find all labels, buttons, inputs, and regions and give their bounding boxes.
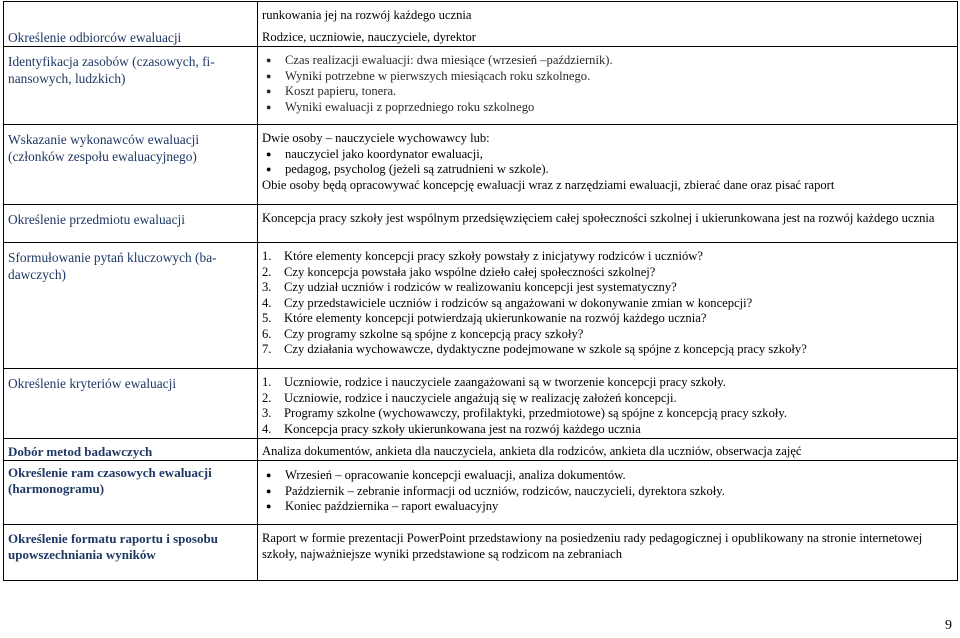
list-item <box>262 265 953 281</box>
item-text: Uczniowie, rodzice i nauczyciele zaangażowani są w tworzenie koncepcji pracy szkoły. <box>284 375 726 389</box>
table-row <box>4 243 958 369</box>
table-row <box>4 125 958 205</box>
bullet-list <box>262 53 953 115</box>
list-item <box>262 422 953 438</box>
numbered-list <box>262 375 953 437</box>
item-text: Koncepcja pracy szkoły ukierunkowana jest na rozwój każdego ucznia <box>284 421 641 436</box>
table-row <box>4 47 958 125</box>
bullet-list <box>262 147 953 178</box>
label-text: Określenie formatu raportu i sposobu upowszechniania wyników <box>8 531 218 562</box>
list-item: ● Czas realizacji ewaluacji: dwa miesiące (wrzesień –październik). <box>262 53 953 69</box>
item-number: 7. <box>262 342 272 356</box>
row-content <box>258 125 958 205</box>
item-number: 3. <box>262 406 272 420</box>
label-text: Określenie przedmiotu ewaluacji <box>8 212 185 227</box>
evaluation-plan-table <box>3 1 958 581</box>
list-item <box>262 280 953 296</box>
list-item: ● pedagog, psycholog (jeżeli są zatrudnieni w szkole). <box>262 162 953 178</box>
item-number: 3. <box>262 280 272 294</box>
numbered-list <box>262 249 953 358</box>
list-item <box>262 406 953 422</box>
list-item <box>262 311 953 327</box>
list-item <box>262 249 953 265</box>
item-text: Czy udział uczniów i rodziców w realizowaniu koncepcji jest systematyczny? <box>284 280 677 294</box>
item-number: 1. <box>262 375 272 389</box>
bullet-list <box>262 468 953 515</box>
list-item: ● nauczyciel jako koordynator ewaluacji, <box>262 147 953 163</box>
row-label <box>4 525 258 581</box>
table-row <box>4 461 958 525</box>
row-label <box>4 47 258 125</box>
row-label <box>4 205 258 243</box>
row-content <box>258 2 958 47</box>
table-row <box>4 439 958 461</box>
label-text: Określenie kryteriów ewaluacji <box>8 376 177 391</box>
list-item: ● Wyniki ewaluacji z poprzedniego roku szkolnego <box>262 100 953 116</box>
row-content <box>258 439 958 461</box>
item-number: 1. <box>262 249 272 263</box>
table-row <box>4 525 958 581</box>
item-number: 4. <box>262 295 272 310</box>
item-number: 2. <box>262 264 272 279</box>
row-content <box>258 205 958 243</box>
item-number: 5. <box>262 311 272 325</box>
item-text: Które elementy koncepcji pracy szkoły powstały z inicjatywy rodziców i uczniów? <box>284 249 703 263</box>
content-line: Analiza dokumentów, ankieta dla nauczyciela, ankieta dla rodziców, ankieta dla uczniów, obserwacja zajęć <box>262 444 802 458</box>
item-number: 2. <box>262 390 272 405</box>
row-content <box>258 243 958 369</box>
list-item: ● Koniec października – raport ewaluacyjny <box>262 499 953 515</box>
label-text: Określenie ram czasowych ewaluacji (harmonogramu) <box>8 465 212 496</box>
label-text: Identyfikacja zasobów (czasowych, fi-nansowych, ludzkich) <box>8 54 215 86</box>
page-number: 9 <box>945 618 952 633</box>
list-item: ● Październik – zebranie informacji od uczniów, rodziców, nauczycieli, dyrektora szkoły. <box>262 484 953 500</box>
list-item <box>262 342 953 358</box>
list-item: ● Wrzesień – opracowanie koncepcji ewaluacji, analiza dokumentów. <box>262 468 953 484</box>
label-text: Sformułowanie pytań kluczowych (ba-dawczych) <box>8 250 217 282</box>
row-label <box>4 243 258 369</box>
row-content <box>258 461 958 525</box>
content-line: Obie osoby będą opracowywać koncepcję ewaluacji wraz z narzędziami ewaluacji, zbierać dane oraz pisać raport <box>262 177 835 192</box>
row-content <box>258 369 958 439</box>
row-label <box>4 2 258 47</box>
list-item <box>262 391 953 407</box>
list-item <box>262 327 953 343</box>
list-item: ● Koszt papieru, tonera. <box>262 84 953 100</box>
row-content <box>258 525 958 581</box>
row-content <box>258 47 958 125</box>
item-text: Programy szkolne (wychowawczy, profilaktyki, przedmiotowe) są spójne z koncepcją pracy szkoły. <box>284 406 787 420</box>
item-text: Czy działania wychowawcze, dydaktyczne podejmowane w szkole są spójne z koncepcją pracy szkoły? <box>284 342 807 356</box>
content-line: Rodzice, uczniowie, nauczyciele, dyrektor <box>262 29 476 44</box>
content-line: runkowania jej na rozwój każdego ucznia <box>262 8 472 22</box>
item-text: Uczniowie, rodzice i nauczyciele angażują się w realizację założeń koncepcji. <box>284 390 677 405</box>
label-text: Określenie odbiorców ewaluacji <box>8 30 182 45</box>
label-text: Wskazanie wykonawców ewaluacji (członków zespołu ewaluacyjnego) <box>8 132 200 164</box>
item-text: Czy programy szkolne są spójne z koncepcją pracy szkoły? <box>284 326 584 341</box>
list-item: ● Wyniki potrzebne w pierwszych miesiącach roku szkolnego. <box>262 69 953 85</box>
table-row <box>4 2 958 47</box>
table-row <box>4 369 958 439</box>
list-item <box>262 375 953 391</box>
content-line: Dwie osoby – nauczyciele wychowawcy lub: <box>262 131 490 145</box>
row-label <box>4 125 258 205</box>
item-text: Które elementy koncepcji potwierdzają ukierunkowanie na rozwój każdego ucznia? <box>284 311 707 325</box>
table-row <box>4 205 958 243</box>
item-number: 4. <box>262 421 272 436</box>
row-label <box>4 461 258 525</box>
content-line: Raport w formie prezentacji PowerPoint przedstawiony na posiedzeniu rady pedagogicznej i opublikowany na stronie internetowej szkoły, najważniejsze wyniki przedstawione są rodzicom na zebraniach <box>262 531 923 561</box>
row-label <box>4 369 258 439</box>
row-label <box>4 439 258 461</box>
label-text: Dobór metod badawczych <box>8 444 153 459</box>
item-number: 6. <box>262 326 272 341</box>
item-text: Czy przedstawiciele uczniów i rodziców są angażowani w dokonywanie zmian w koncepcji? <box>284 295 753 310</box>
list-item <box>262 296 953 312</box>
content-line: Koncepcja pracy szkoły jest wspólnym przedsięwzięciem całej społeczności szkolnej i ukierunkowana jest na rozwój każdego ucznia <box>262 211 935 225</box>
item-text: Czy koncepcja powstała jako wspólne dzieło całej społeczności szkolnej? <box>284 264 656 279</box>
